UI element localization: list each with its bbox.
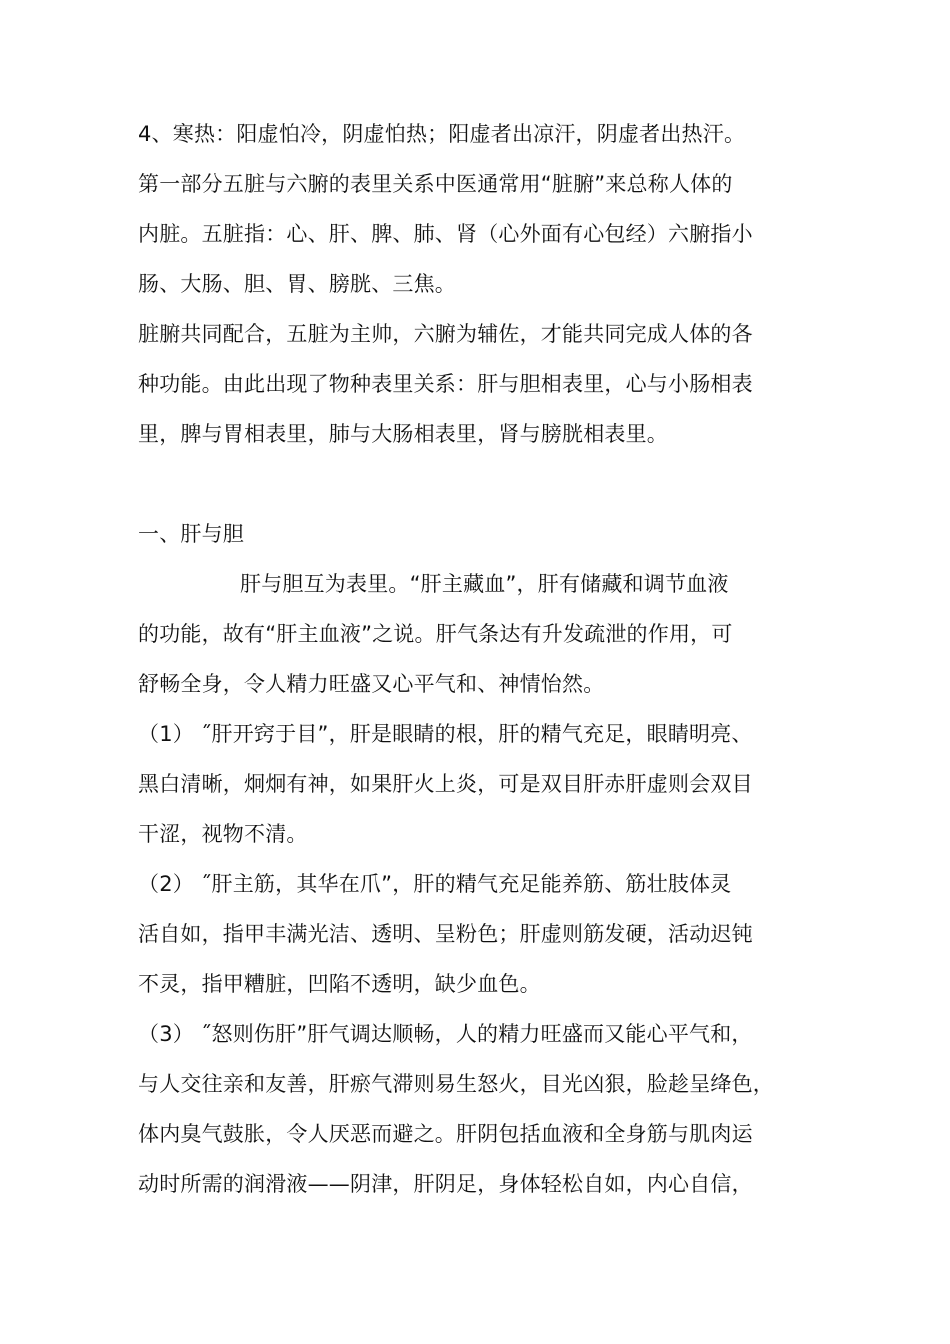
text-line-item-3: （3） ˝怒则伤肝”肝气调达顺畅，人的精力旺盛而又能心平气和， bbox=[138, 1022, 753, 1046]
text-line-item-1-end: 干涩，视物不清。 bbox=[138, 822, 308, 846]
text-line-relations-cont: 里，脾与胃相表里，肺与大肠相表里，肾与膀胱相表里。 bbox=[138, 422, 668, 446]
text-line-item-3-cont: 与人交往亲和友善，肝瘀气滞则易生怒火，目光凶狠，脸趁呈绛色， bbox=[138, 1072, 774, 1096]
text-line-liver-function: 的功能，故有“肝主血液”之说。肝气条达有升发疏泄的作用，可 bbox=[138, 622, 733, 646]
text-line-part-one: 第一部分五脏与六腑的表里关系中医通常用“脏腑”来总称人体的 bbox=[138, 172, 733, 196]
text-line-item-2-end: 不灵，指甲糟脏，凹陷不透明，缺少血色。 bbox=[138, 972, 541, 996]
text-line-liver-intro: 肝与胆互为表里。“肝主藏血”，肝有储藏和调节血液 bbox=[240, 572, 729, 596]
text-line-item-2: （2） ˝肝主筋，其华在爪”，肝的精气充足能养筋、筋壮肢体灵 bbox=[138, 872, 732, 896]
text-line-item-1-cont: 黑白清晰，炯炯有神，如果肝火上炎，可是双目肝赤肝虚则会双目 bbox=[138, 772, 753, 796]
text-line-cold-heat: 4、寒热：阳虚怕冷，阴虚怕热；阳虚者出凉汗，阴虚者出热汗。 bbox=[138, 122, 746, 146]
text-line-item-1: （1） ˝肝开窍于目”，肝是眼睛的根，肝的精气充足，眼睛明亮、 bbox=[138, 722, 753, 746]
text-line-cooperation: 脏腑共同配合，五脏为主帅，六腑为辅佐，才能共同完成人体的各 bbox=[138, 322, 753, 346]
text-line-fu-organs: 肠、大肠、胆、胃、膀胱、三焦。 bbox=[138, 272, 456, 296]
text-line-relations: 种功能。由此出现了物种表里关系：肝与胆相表里，心与小肠相表 bbox=[138, 372, 753, 396]
text-line-item-3-cont3: 动时所需的润滑液——阴津，肝阴足，身体轻松自如，内心自信， bbox=[138, 1172, 753, 1196]
text-line-organs: 内脏。五脏指：心、肝、脾、肺、肾（心外面有心包经）六腑指小 bbox=[138, 222, 753, 246]
section-heading-liver-gallbladder: 一、肝与胆 bbox=[138, 522, 244, 546]
text-line-item-3-cont2: 体内臭气鼓胀，令人厌恶而避之。肝阴包括血液和全身筋与肌肉运 bbox=[138, 1122, 753, 1146]
text-line-item-2-cont: 活自如，指甲丰满光洁、透明、呈粉色；肝虚则筋发硬，活动迟钝 bbox=[138, 922, 753, 946]
text-line-liver-effect: 舒畅全身，令人精力旺盛又心平气和、神情怡然。 bbox=[138, 672, 605, 696]
